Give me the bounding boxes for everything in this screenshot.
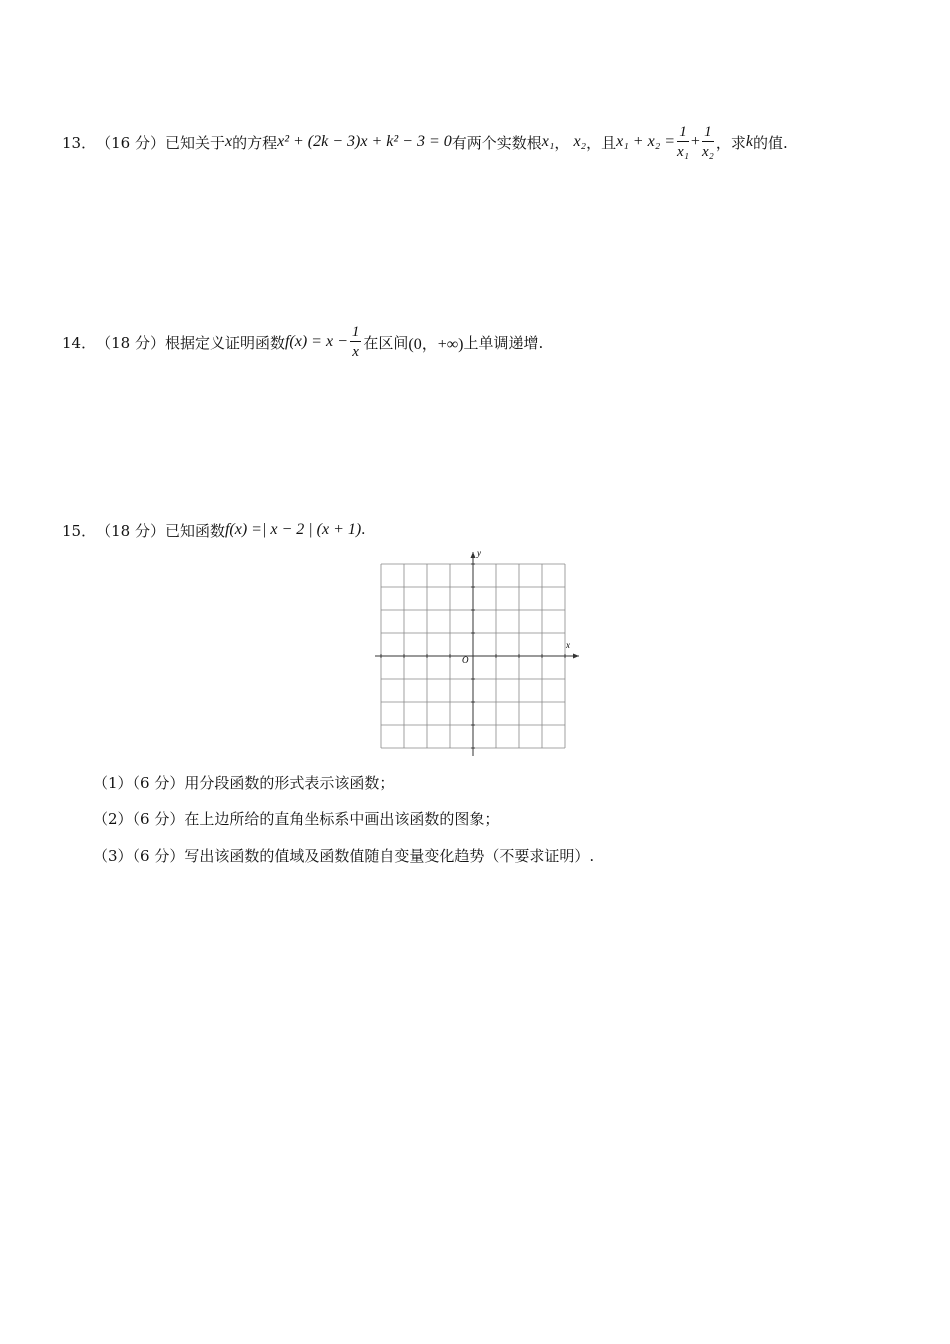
q13-var-k: k	[745, 133, 753, 150]
y-axis-arrow	[471, 552, 476, 558]
q14-frac	[350, 323, 362, 362]
q13-frac1-num: 1	[679, 123, 687, 140]
axis-y-label: y	[477, 548, 481, 558]
q13-text-a: 已知关于	[164, 133, 225, 152]
q14-number: 14．	[62, 333, 97, 352]
q14-interval: (0，+∞)	[408, 335, 464, 353]
question-15	[62, 518, 365, 542]
x-axis-arrow	[573, 654, 579, 659]
q13-number: 13．	[62, 133, 97, 152]
q15-score: （18 分）	[96, 521, 165, 540]
q14-text-a: 根据定义证明函数	[164, 333, 285, 352]
q13-frac2	[702, 123, 714, 162]
q14-frac-den: x	[352, 343, 359, 360]
q14-func: f(x) = x −	[284, 333, 348, 350]
q13-text-f: 的值.	[752, 133, 788, 152]
q14-text-b: 在区间	[363, 333, 409, 352]
q14-score: （18 分）	[96, 333, 165, 352]
q13-frac2-den: x₂	[701, 143, 714, 160]
q15-sub3: （3）（6 分）写出该函数的值域及函数值随自变量变化趋势（不要求证明）.	[93, 847, 595, 865]
q15-number: 15．	[62, 521, 97, 540]
q13-frac1	[677, 123, 689, 162]
q13-root2: x₂	[573, 133, 587, 150]
q14-frac-num: 1	[351, 323, 360, 340]
axis-x-label: x	[566, 640, 570, 650]
q15-sub1: （1）（6 分）用分段函数的形式表示该函数；	[93, 774, 395, 792]
q13-frac1-den: x₁	[677, 143, 689, 160]
q15-sub2: （2）（6 分）在上边所给的直角坐标系中画出该函数的图象；	[93, 810, 500, 828]
origin-label: O	[462, 655, 469, 665]
q13-cond-left: x₁ + x₂ =	[616, 133, 676, 150]
q13-score: （16 分）	[96, 133, 165, 152]
q13-plus: +	[690, 133, 700, 150]
q13-equation: x² + (2k − 3)x + k² − 3 = 0	[277, 133, 452, 150]
q15-func: f(x) =| x − 2 | (x + 1)	[224, 521, 362, 538]
q13-sep: ，	[554, 133, 570, 152]
q13-text-c: 有两个实数根	[451, 133, 542, 152]
q15-text-a: 已知函数	[164, 521, 225, 540]
q13-text-b: 的方程	[232, 133, 278, 152]
q13-text-d: ，且	[586, 133, 617, 152]
q14-text-c: 上单调递增.	[463, 333, 544, 352]
question-13	[62, 120, 788, 164]
coordinate-grid-svg	[370, 546, 580, 756]
q13-text-e: ，求	[715, 133, 746, 152]
q15-end: .	[361, 521, 366, 538]
q13-var-x: x	[224, 133, 233, 150]
question-14	[62, 320, 543, 364]
q13-root1: x₁	[541, 133, 555, 150]
q13-frac2-num: 1	[704, 123, 712, 140]
axes	[375, 552, 579, 756]
coordinate-grid	[370, 546, 580, 756]
